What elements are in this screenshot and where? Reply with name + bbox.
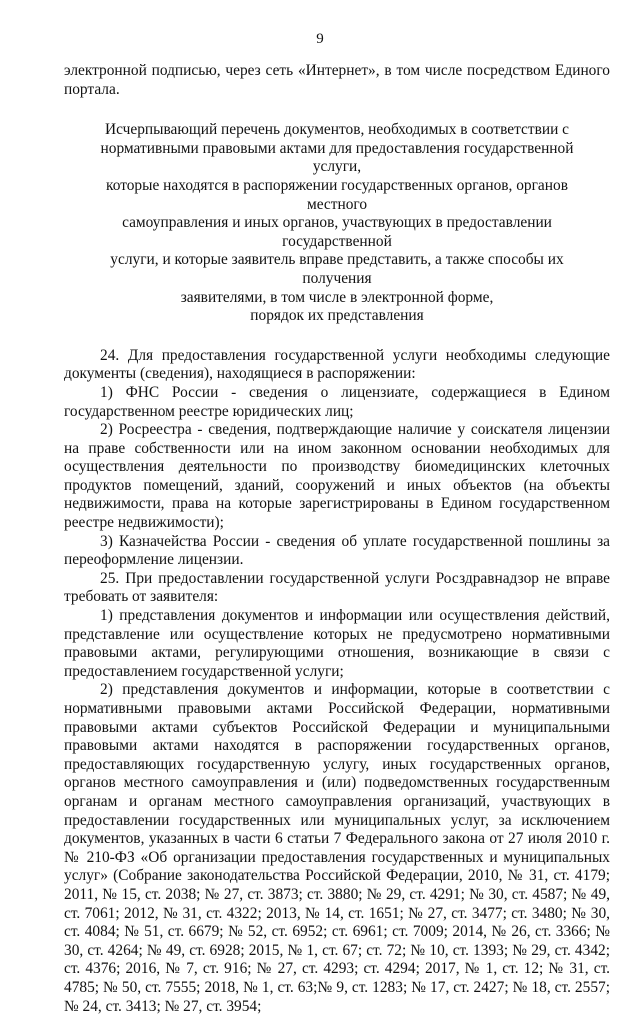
- intro-paragraph: электронной подписью, через сеть «Интернет», в том числе посредством Единого портала.: [64, 62, 610, 98]
- paragraph-24-item-1: 1) ФНС России - сведения о лицензиате, содержащиеся в Едином государственном реестре юридических лиц;: [64, 383, 610, 420]
- heading-line: нормативными правовыми актами для предоставления государственной услуги,: [100, 139, 574, 176]
- heading-line: самоуправления и иных органов, участвующих в предоставлении государственной: [122, 214, 552, 250]
- heading-line: которые находятся в распоряжении государственных органов, органов местного: [106, 176, 568, 213]
- document-body: [64, 62, 610, 1016]
- heading-line: Исчерпывающий перечень документов, необходимых в соответствии с: [104, 121, 569, 139]
- heading-line: заявителями, в том числе в электронной форме,: [180, 288, 494, 306]
- paragraph-25-item-2: 2) представления документов и информации, которые в соответствии с нормативными правовыми актами Российской Федерации, нормативными правовыми актами субъектов Российской Федерации и муниципальными правовыми актами находятся в распоряжении государственных органов, предоставляющих государственную услугу, иных государственных органов, органов местного самоуправления и (или) подведомственных государственным органам и органам местного самоуправления организаций, участвующих в предоставлении государственных или муниципальных услуг, за исключением документов, указанных в части 6 статьи 7 Федерального закона от 27 июля 2010 г. № 210-ФЗ «Об организации предоставления государственных и муниципальных услуг» (Собрание законодательства Российской Федерации, 2010, № 31, ст. 4179; 2011, № 15, ст. 2038; № 27, ст. 3873; ст. 3880; № 29, ст. 4291; № 30, ст. 4587; № 49, ст. 7061; 2012, № 31, ст. 4322; 2013, № 14, ст. 1651; № 27, ст. 3477; ст. 3480; № 30, ст. 4084; № 51, ст. 6679; № 52, ст. 6952; ст. 6961; ст. 7009; 2014, № 26, ст. 3366; № 30, ст. 4264; № 49, ст. 6928; 2015, № 1, ст. 67; ст. 72; № 10, ст. 1393; № 29, ст. 4342; ст. 4376; 2016, № 7, ст. 916; № 27, ст. 4293; ст. 4294; 2017, № 1, ст. 12; № 31, ст. 4785; № 50, ст. 7555; 2018, № 1, ст. 63;№ 9, ст. 1283; № 17, ст. 2427; № 18, ст. 2557; № 24, ст. 3413; № 27, ст. 3954;: [64, 681, 610, 1015]
- paragraph-25: 25. При предоставлении государственной услуги Росздравнадзор не вправе требовать от заявителя:: [64, 569, 610, 606]
- page-number: 9: [316, 31, 324, 47]
- paragraph-24-item-3: 3) Казначейства России - сведения об уплате государственной пошлины за переоформление лицензии.: [64, 532, 610, 569]
- paragraph-25-item-1: 1) представления документов и информации или осуществления действий, представление или осуществление которых не предусмотрено нормативными правовыми актами, регулирующими отношения, возникающие в связи с предоставлением государственной услуги;: [64, 607, 610, 680]
- heading-line: услуги, и которые заявитель вправе представить, а также способы их получения: [110, 251, 564, 287]
- section-heading: [64, 121, 610, 326]
- paragraph-24-item-2: 2) Росреестра - сведения, подтверждающие наличие у соискателя лицензии на праве собственности или на ином законном основании необходимых для осуществления деятельности по производству биомедицинских клеточных продуктов помещений, зданий, сооружений и иных объектов (на объекты недвижимости, права на которые зарегистрированы в Едином государственном реестре недвижимости);: [64, 421, 610, 532]
- heading-line: порядок их представления: [250, 307, 424, 325]
- paragraph-24: 24. Для предоставления государственной услуги необходимы следующие документы (сведения), находящиеся в распоряжении:: [64, 346, 610, 383]
